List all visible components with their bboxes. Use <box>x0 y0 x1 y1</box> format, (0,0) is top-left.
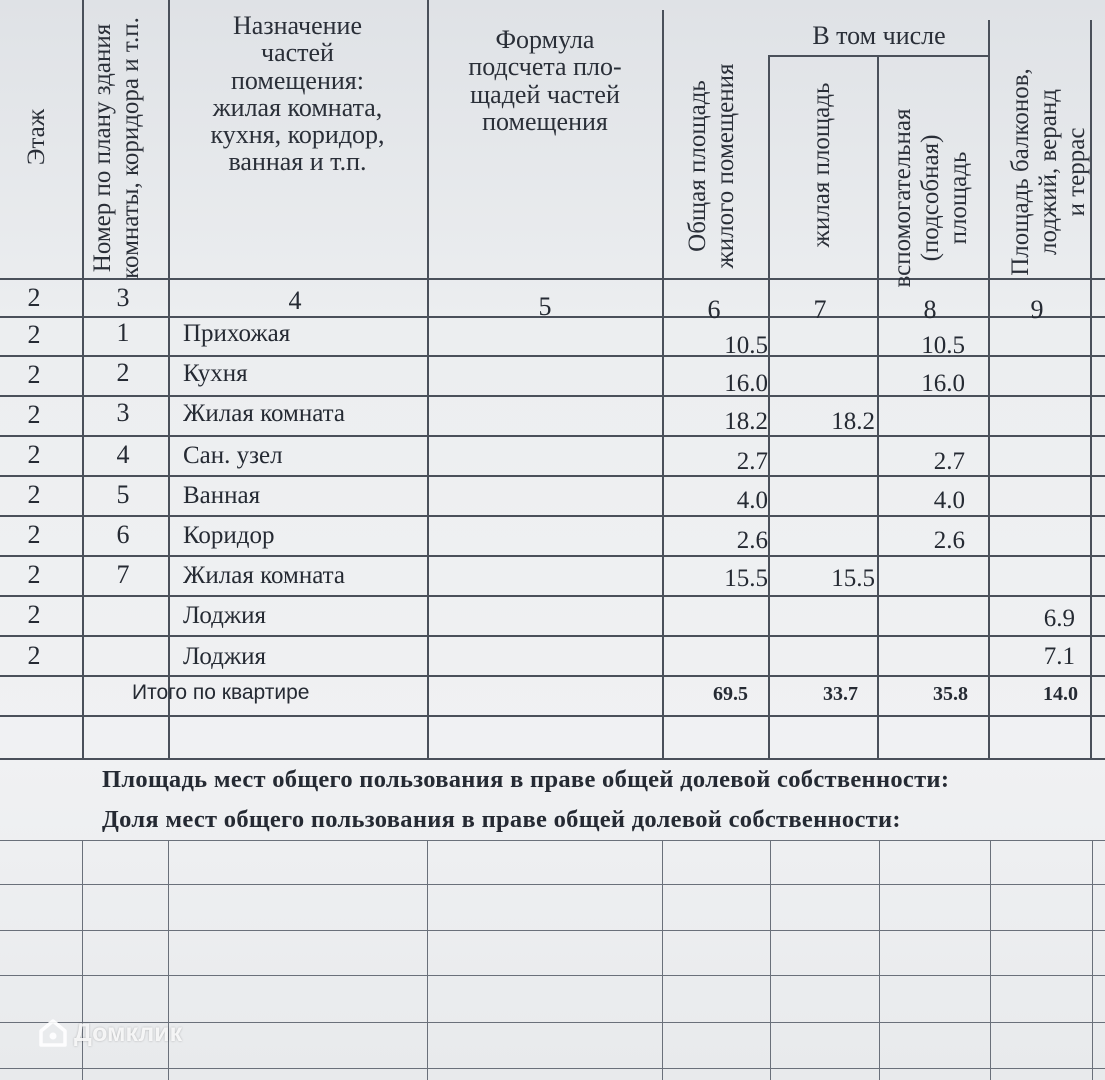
header-total-area: Общая площадь жилого помещения <box>684 63 739 269</box>
row-name: Коридор <box>183 522 275 549</box>
watermark <box>38 1018 182 1048</box>
row-floor: 2 <box>27 360 41 389</box>
row-aux: 4.0 <box>933 487 965 514</box>
row-name: Жилая комната <box>183 562 345 589</box>
row-total: 4.0 <box>736 487 768 514</box>
grid-line <box>990 840 991 1080</box>
totals-total: 69.5 <box>713 683 748 705</box>
grid-line <box>879 840 880 1080</box>
grid-line <box>1092 840 1093 1080</box>
grid-line <box>0 635 1105 637</box>
row-name: Лоджия <box>183 643 266 670</box>
grid-line <box>427 840 428 1080</box>
header-group-label: В том числе <box>812 21 946 50</box>
row-aux: 2.7 <box>933 448 965 475</box>
grid-line <box>0 435 1105 437</box>
header-formula: Формула подсчета пло- щадей частей помещения <box>468 25 622 136</box>
grid-line <box>770 840 771 1080</box>
totals-balcony: 14.0 <box>1043 683 1078 705</box>
header-plan-number: Номер по плану здания комнаты, коридора и т.п. <box>89 17 144 279</box>
watermark-text: Домклик <box>74 1018 183 1047</box>
grid-line <box>0 595 1105 597</box>
row-balcony: 6.9 <box>1043 605 1075 632</box>
totals-aux: 35.8 <box>933 683 968 705</box>
row-total: 18.2 <box>724 408 768 435</box>
grid-line <box>0 758 1105 760</box>
grid-line <box>877 55 879 760</box>
row-balcony: 7.1 <box>1043 643 1075 670</box>
grid-line <box>168 0 170 760</box>
header-floor: Этаж <box>23 108 50 166</box>
row-floor: 2 <box>27 600 41 629</box>
row-name: Прихожая <box>183 320 291 347</box>
row-name: Жилая комната <box>183 400 345 427</box>
column-number: 8 <box>923 295 937 324</box>
grid-line <box>768 55 770 760</box>
row-number: 2 <box>116 358 130 387</box>
grid-line <box>427 0 429 760</box>
grid-line <box>0 715 1105 717</box>
row-number: 5 <box>116 480 130 509</box>
row-total: 2.6 <box>736 527 768 554</box>
column-number: 9 <box>1030 295 1044 324</box>
row-number: 3 <box>116 398 130 427</box>
grid-line <box>662 840 663 1080</box>
grid-line <box>0 555 1105 557</box>
column-number: 6 <box>707 295 721 324</box>
row-number: 1 <box>116 318 130 347</box>
row-living: 15.5 <box>831 565 875 592</box>
row-floor: 2 <box>27 560 41 589</box>
row-number: 7 <box>116 560 130 589</box>
row-floor: 2 <box>27 320 41 349</box>
row-aux: 16.0 <box>921 370 965 397</box>
column-number: 3 <box>116 283 130 312</box>
row-floor: 2 <box>27 400 41 429</box>
row-living: 18.2 <box>831 408 875 435</box>
grid-line <box>0 840 1105 841</box>
header-living-area: жилая площадь <box>808 82 835 248</box>
row-floor: 2 <box>27 440 41 469</box>
column-number: 5 <box>538 292 552 321</box>
row-number: 6 <box>116 520 130 549</box>
row-name: Кухня <box>183 360 248 387</box>
column-number: 7 <box>813 295 827 324</box>
grid-line <box>82 0 84 760</box>
grid-line <box>988 20 990 760</box>
grid-line <box>0 930 1105 931</box>
grid-line <box>768 55 988 57</box>
grid-line <box>0 675 1105 677</box>
totals-living: 33.7 <box>823 683 858 705</box>
row-total: 10.5 <box>724 332 768 359</box>
grid-line <box>662 10 664 760</box>
row-name: Сан. узел <box>183 442 283 469</box>
row-number: 4 <box>116 440 130 469</box>
row-total: 2.7 <box>736 448 768 475</box>
grid-line <box>0 884 1105 885</box>
header-aux-area: вспомогательная (подсобная) площадь <box>889 108 972 288</box>
row-name: Лоджия <box>183 602 266 629</box>
row-total: 15.5 <box>724 565 768 592</box>
totals-label: Итого по квартире <box>132 681 310 704</box>
house-icon <box>38 1018 68 1048</box>
header-purpose: Назначение частей помещения: жилая комната, кухня, коридор, ванная и т.п. <box>210 11 385 177</box>
grid-line <box>0 975 1105 976</box>
row-name: Ванная <box>183 482 261 509</box>
row-floor: 2 <box>27 520 41 549</box>
column-number: 2 <box>27 283 41 312</box>
column-number: 4 <box>288 286 302 315</box>
grid-line <box>0 515 1105 517</box>
shared-share-note: Доля мест общего пользования в праве общей долевой собственности: <box>102 806 901 833</box>
row-aux: 10.5 <box>921 332 965 359</box>
header-balcony-area: Площадь балконов, лоджий, веранд и террас <box>1007 68 1090 276</box>
row-floor: 2 <box>27 480 41 509</box>
row-floor: 2 <box>27 641 41 670</box>
grid-line <box>0 1068 1105 1069</box>
row-aux: 2.6 <box>933 527 965 554</box>
shared-area-note: Площадь мест общего пользования в праве общей долевой собственности: <box>102 766 950 793</box>
row-total: 16.0 <box>724 370 768 397</box>
